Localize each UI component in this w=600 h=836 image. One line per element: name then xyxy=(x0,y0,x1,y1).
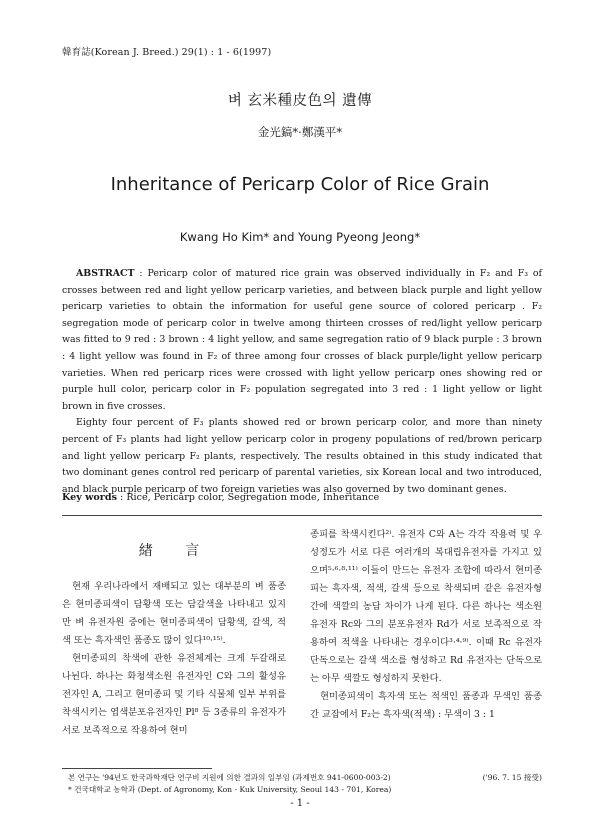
footnote-rule xyxy=(62,768,212,769)
footnote-funding: 본 연구는 '94년도 한국과학재단 연구비 지원에 의한 결과의 일부임 (과제번호 941-0600-003-2) xyxy=(68,773,391,782)
footnote-affiliation: * 건국대학교 농학과 (Dept. of Agronomy, Kon - Kuk University, Seoul 143 - 701, Korea) xyxy=(68,785,392,794)
section-heading-introduction: 緖 言 xyxy=(138,543,214,559)
received-date: ('96. 7. 15 接受) xyxy=(482,773,542,782)
abstract-paragraph-2: Eighty four percent of F₃ plants showed red or brown pericarp color, and more than ninety percent of F₃ plants had light yellow pericarp color in progeny populations of red/brown pericarp and light yellow pericarp F₂ plants, respectively. The results obtained in this study indicated that two dominant genes control red pericarp of parental varieties, six Korean local and two introduced, and black purple pericarp of two foreign varieties was also governed by two dominant genes. xyxy=(62,417,542,495)
body-right-paragraph-2: 현미종피색이 흑자색 또는 적색인 품종과 무색인 품종간 교잡에서 F₂는 흑자색(적색) : 무색이 3 : 1 xyxy=(310,691,542,720)
page-number: - 1 - xyxy=(290,798,310,809)
keywords-text: : Rice, Pericarp color, Segregation mode, Inheritance xyxy=(120,492,380,503)
body-left-paragraph-1: 현재 우리나라에서 재배되고 있는 대부분의 벼 품종은 현미종피색이 담황색 또는 담갈색을 나타내고 있지만 벼 유전자원 중에는 현미종피색이 담황색, 갈색, 적색 또는 흑자색인 품종도 많이 있다¹⁰·¹⁵⁾. xyxy=(62,581,286,646)
journal-citation: 韓育誌(Korean J. Breed.) 29(1) : 1 - 6(1997) xyxy=(62,47,272,58)
abstract-paragraph-1 xyxy=(62,266,542,415)
english-authors: Kwang Ho Kim* and Young Pyeong Jeong* xyxy=(179,230,421,244)
abstract-label: ABSTRACT xyxy=(76,268,135,279)
footnotes xyxy=(62,772,542,796)
body-right-paragraph-1: 종피를 착색시킨다²⁾. 유전자 C와 A는 각각 작용력 및 우성정도가 서로 다른 여러개의 복대립유전자를 가지고 있으며⁵·⁶·⁸·¹¹⁾ 이들이 만드는 유전자 조합에 따라서 현미종피는 흑자색, 적색, 갈색 등으로 착색되며 같은 유전자형간에 색깔의 농담 차이가 나게 된다. 다른 하나는 색소원유전자 Rc와 그의 분포유전자 Rd가 서로 보족적으로 작용하여 적색을 나타내는 경우이다³·⁴·⁹⁾. 이때 Rc 유전자 단독으로는 갈색 색소를 형성하고 Rd 유전자는 단독으로는 아무 색깔도 형성하지 못한다. xyxy=(310,529,542,684)
keywords xyxy=(62,492,542,503)
keywords-label: Key words xyxy=(62,492,117,503)
english-title: Inheritance of Pericarp Color of Rice Grain xyxy=(110,174,490,195)
korean-title: 벼 玄米種皮色의 遺傳 xyxy=(227,93,373,109)
korean-authors: 金光鎬*·鄭漢平* xyxy=(257,125,343,139)
footnote-row-2 xyxy=(62,784,542,796)
body-right-column xyxy=(310,526,542,724)
abstract-text-1: : Pericarp color of matured rice grain was observed individually in F₂ and F₃ of crosses between red and light yellow pericarp varieties, and between black purple and light yellow pericarp varieties to obtain the information for useful gene source of colored pericarp . F₂ segregation mode of pericarp color in twelve among thirteen crosses of red/light yellow pericarp was fitted to 9 red : 3 brown : 4 light yellow, and same segregation ratio of 9 black purple : 3 brown : 4 light yellow was found in F₂ of three among four crosses of black purple/light yellow pericarp varieties. When red pericarp rices were crossed with light yellow pericarp ones showing red or purple hull color, pericarp color in F₂ population segregated into 3 red : 1 light yellow or light brown in five crosses. xyxy=(62,268,542,412)
section-divider xyxy=(62,515,542,516)
body-left-column xyxy=(62,578,286,740)
abstract xyxy=(62,266,542,498)
footnote-row-1 xyxy=(62,772,542,784)
body-left-paragraph-2: 현미종피의 착색에 관한 유전체계는 크게 두갈래로 나뉜다. 하나는 화청색소원 유전자인 C와 그의 활성유전자인 A, 그리고 현미종피 및 기타 식물체 일부 부위를 착색시키는 엽색분포유전자인 Pl⁸ 등 3종류의 유전자가 서로 보족적으로 작용하여 현미 xyxy=(62,653,286,736)
